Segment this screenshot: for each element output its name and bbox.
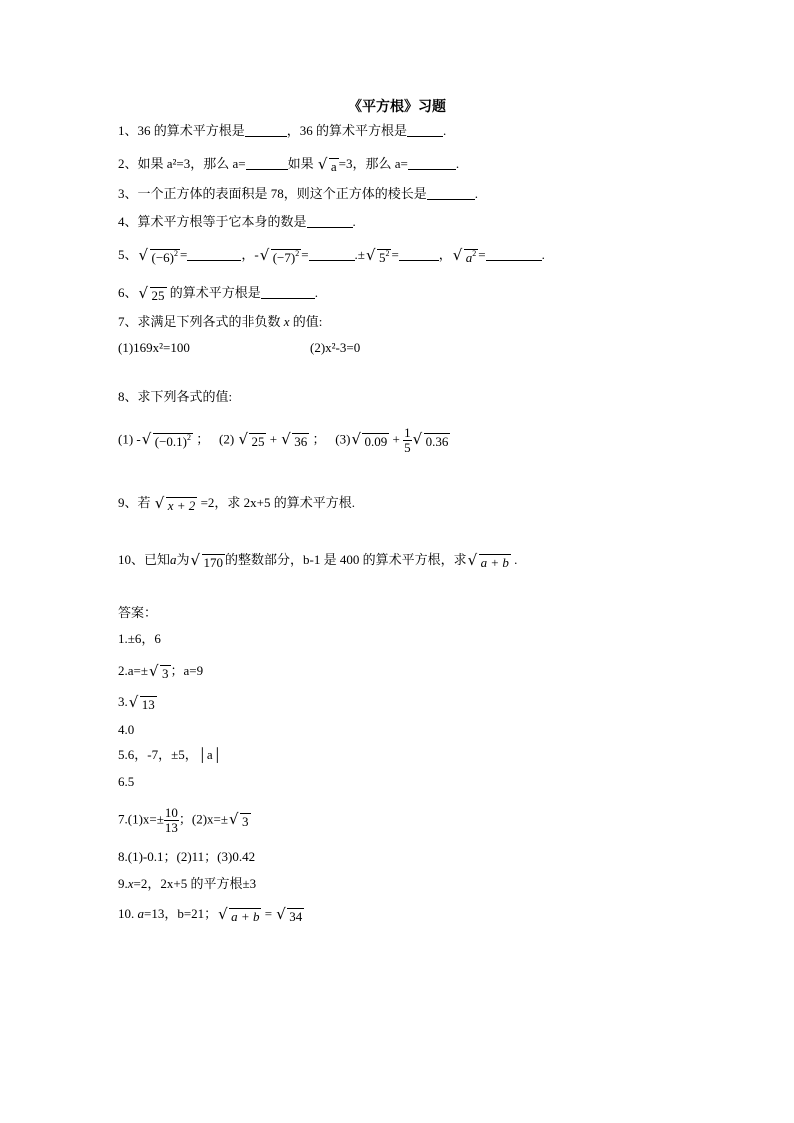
answers-heading: 答案：	[118, 605, 158, 620]
answer-5: 5.6，-7，±5，│a│	[118, 747, 222, 762]
variable-a: a	[170, 552, 177, 567]
question-3	[118, 185, 478, 203]
q5-text-e: .±	[354, 247, 365, 262]
q9-text-b: =2，求 2x+5 的算术平方根.	[200, 495, 355, 510]
q5-text-i: .	[541, 247, 545, 262]
sqrt-expression	[142, 433, 193, 450]
variable-x: x	[127, 876, 134, 891]
q8-part-1-label: (1) -	[118, 431, 141, 447]
a7-text-b: ；(2)x=±	[178, 811, 228, 827]
question-1	[118, 122, 446, 140]
exponent: 2	[472, 249, 477, 258]
sqrt-expression	[149, 665, 171, 682]
radicand: 13	[141, 697, 155, 712]
question-8-parts	[118, 426, 450, 455]
exponent: 2	[174, 249, 179, 258]
sqrt-expression	[281, 433, 309, 450]
fraction	[403, 426, 412, 455]
exponent: 2	[187, 433, 191, 443]
q6-text-a: 6、	[118, 285, 138, 300]
sqrt-expression	[139, 287, 167, 304]
sqrt-expression	[238, 433, 266, 450]
plus-sign: +	[392, 431, 400, 447]
q1-text-b: ，36 的算术平方根是	[286, 123, 408, 138]
radicand-base: (−7)	[272, 250, 296, 265]
radicand-base: (−6)	[151, 250, 175, 265]
q9-text-a: 9、若	[118, 495, 151, 510]
page-title: 《平方根》习题	[348, 100, 446, 115]
radicand-base: a	[465, 250, 473, 265]
a2-text-a: 2.a=±	[118, 663, 148, 678]
q5-eq: =	[180, 247, 188, 262]
q8-part-2-label: (2)	[219, 431, 235, 447]
q1-text-c: .	[443, 123, 447, 138]
question-10	[118, 551, 517, 571]
radicand: a	[330, 159, 337, 174]
q5-eq: =	[478, 247, 486, 262]
q5-text-g: ，	[438, 247, 452, 262]
q7-part-2: (2)x²-3=0	[310, 340, 361, 355]
answer-1: 1.±6，6	[118, 631, 161, 646]
sqrt-expression	[229, 813, 251, 830]
question-9	[118, 494, 355, 514]
radicand: a + b	[480, 555, 509, 570]
q7-text-a: 7、求满足下列各式的非负数	[118, 314, 281, 329]
answer-blank	[245, 123, 287, 137]
sqrt-expression	[413, 433, 451, 450]
q10-text-d: .	[514, 552, 518, 567]
radicand: 3	[162, 666, 169, 681]
answer-10	[118, 905, 304, 925]
answer-blank	[309, 247, 355, 261]
sqrt-expression	[351, 433, 389, 450]
q10-text-c: 的整数部分，b-1 是 400 的算术平方根，求	[225, 552, 467, 567]
answer-blank	[399, 247, 439, 261]
answer-blank	[408, 156, 456, 170]
radicand: 25	[151, 288, 165, 303]
question-6	[118, 284, 318, 304]
numerator: 10	[164, 805, 178, 820]
question-2	[118, 155, 459, 175]
answer-blank	[486, 247, 542, 261]
radicand: 34	[289, 909, 303, 924]
sqrt-expression	[453, 249, 479, 266]
sqrt-expression	[129, 696, 157, 713]
denominator: 13	[164, 820, 178, 835]
sqrt-expression	[276, 908, 304, 925]
sqrt-expression	[139, 249, 181, 266]
answer-blank	[246, 156, 288, 170]
answer-blank	[261, 285, 315, 299]
a10-text-a: 10.	[118, 906, 135, 921]
a3-text-a: 3.	[118, 694, 128, 709]
sqrt-expression	[366, 249, 392, 266]
answer-9	[118, 875, 256, 893]
sqrt-expression	[468, 554, 511, 571]
q2-text-b: 如果	[287, 156, 314, 171]
q10-text-b: 为	[176, 552, 190, 567]
question-4	[118, 213, 356, 231]
a2-text-b: ；a=9	[170, 663, 204, 678]
answer-4: 4.0	[118, 722, 135, 737]
sqrt-expression	[260, 249, 302, 266]
q4-text-b: .	[352, 214, 356, 229]
radicand: 3	[242, 814, 249, 830]
q7-part-1: (1)169x²=100	[118, 340, 190, 355]
variable-a: a	[137, 906, 144, 921]
q10-text-a: 10、已知	[118, 552, 171, 567]
radicand: 170	[203, 555, 224, 570]
q4-text-a: 4、算术平方根等于它本身的数是	[118, 214, 307, 229]
q8-part-3-label: (3)	[335, 431, 351, 447]
a7-text-a: 7.(1)x=±	[118, 811, 164, 827]
question-7	[118, 313, 322, 331]
q2-text-d: .	[455, 156, 460, 171]
numerator: 1	[404, 425, 411, 440]
radicand	[377, 249, 392, 265]
a9-text-a: 9.	[118, 876, 128, 891]
answer-2	[118, 662, 203, 682]
radicand	[150, 249, 181, 265]
q5-eq: =	[391, 247, 399, 262]
a9-text-b: =2，2x+5 的平方根±3	[133, 876, 257, 891]
radicand	[271, 249, 302, 265]
exponent: 2	[385, 249, 390, 258]
q3-text-a: 3、一个正方体的表面积是 78，则这个正方体的棱长是	[118, 186, 427, 201]
radicand: 36	[294, 434, 308, 450]
separator: ；	[312, 431, 326, 447]
radicand: a + b	[231, 909, 260, 924]
radicand: 25	[251, 434, 265, 450]
answer-7	[118, 806, 251, 835]
q7-text-b: 的值:	[292, 314, 323, 329]
answer-blank	[307, 214, 353, 228]
radicand: 0.36	[425, 434, 449, 450]
q2-text-c: =3，那么 a=	[338, 156, 408, 171]
sqrt-expression	[191, 554, 226, 571]
answer-6: 6.5	[118, 774, 135, 789]
q6-text-c: .	[314, 285, 319, 300]
sqrt-expression	[318, 158, 339, 175]
q6-text-b: 的算术平方根是	[169, 285, 261, 300]
variable-x: x	[283, 314, 290, 329]
radicand	[464, 249, 479, 265]
question-5	[118, 246, 545, 266]
q5-text-c: ，-	[241, 247, 259, 262]
answer-blank	[407, 123, 443, 137]
fraction	[164, 806, 179, 835]
answer-blank	[427, 186, 475, 200]
q5-eq: =	[301, 247, 309, 262]
denominator: 5	[404, 440, 411, 455]
answer-blank	[187, 247, 241, 261]
plus-sign: +	[269, 431, 278, 447]
radicand-base: 5	[378, 250, 386, 265]
sqrt-expression	[155, 497, 198, 514]
radicand: 0.09	[364, 434, 388, 450]
exponent: 2	[295, 249, 300, 258]
answer-8: 8.(1)-0.1；(2)11；(3)0.42	[118, 849, 256, 864]
q2-text-a: 2、如果 a²=3，那么 a=	[118, 156, 246, 171]
q3-text-b: .	[474, 186, 479, 201]
question-8: 8、求下列各式的值:	[118, 389, 233, 404]
radicand	[153, 433, 193, 449]
a10-text-b: =13，b=21；	[144, 906, 218, 921]
q5-text-a: 5、	[118, 247, 138, 262]
equals-sign: =	[264, 906, 273, 921]
separator: ；	[196, 431, 210, 447]
sqrt-expression	[218, 908, 261, 925]
radicand-base: (−0.1)	[154, 434, 187, 450]
radicand: x + 2	[167, 498, 196, 513]
q1-text-a: 1、36 的算术平方根是	[118, 123, 245, 138]
answer-3	[118, 693, 157, 713]
